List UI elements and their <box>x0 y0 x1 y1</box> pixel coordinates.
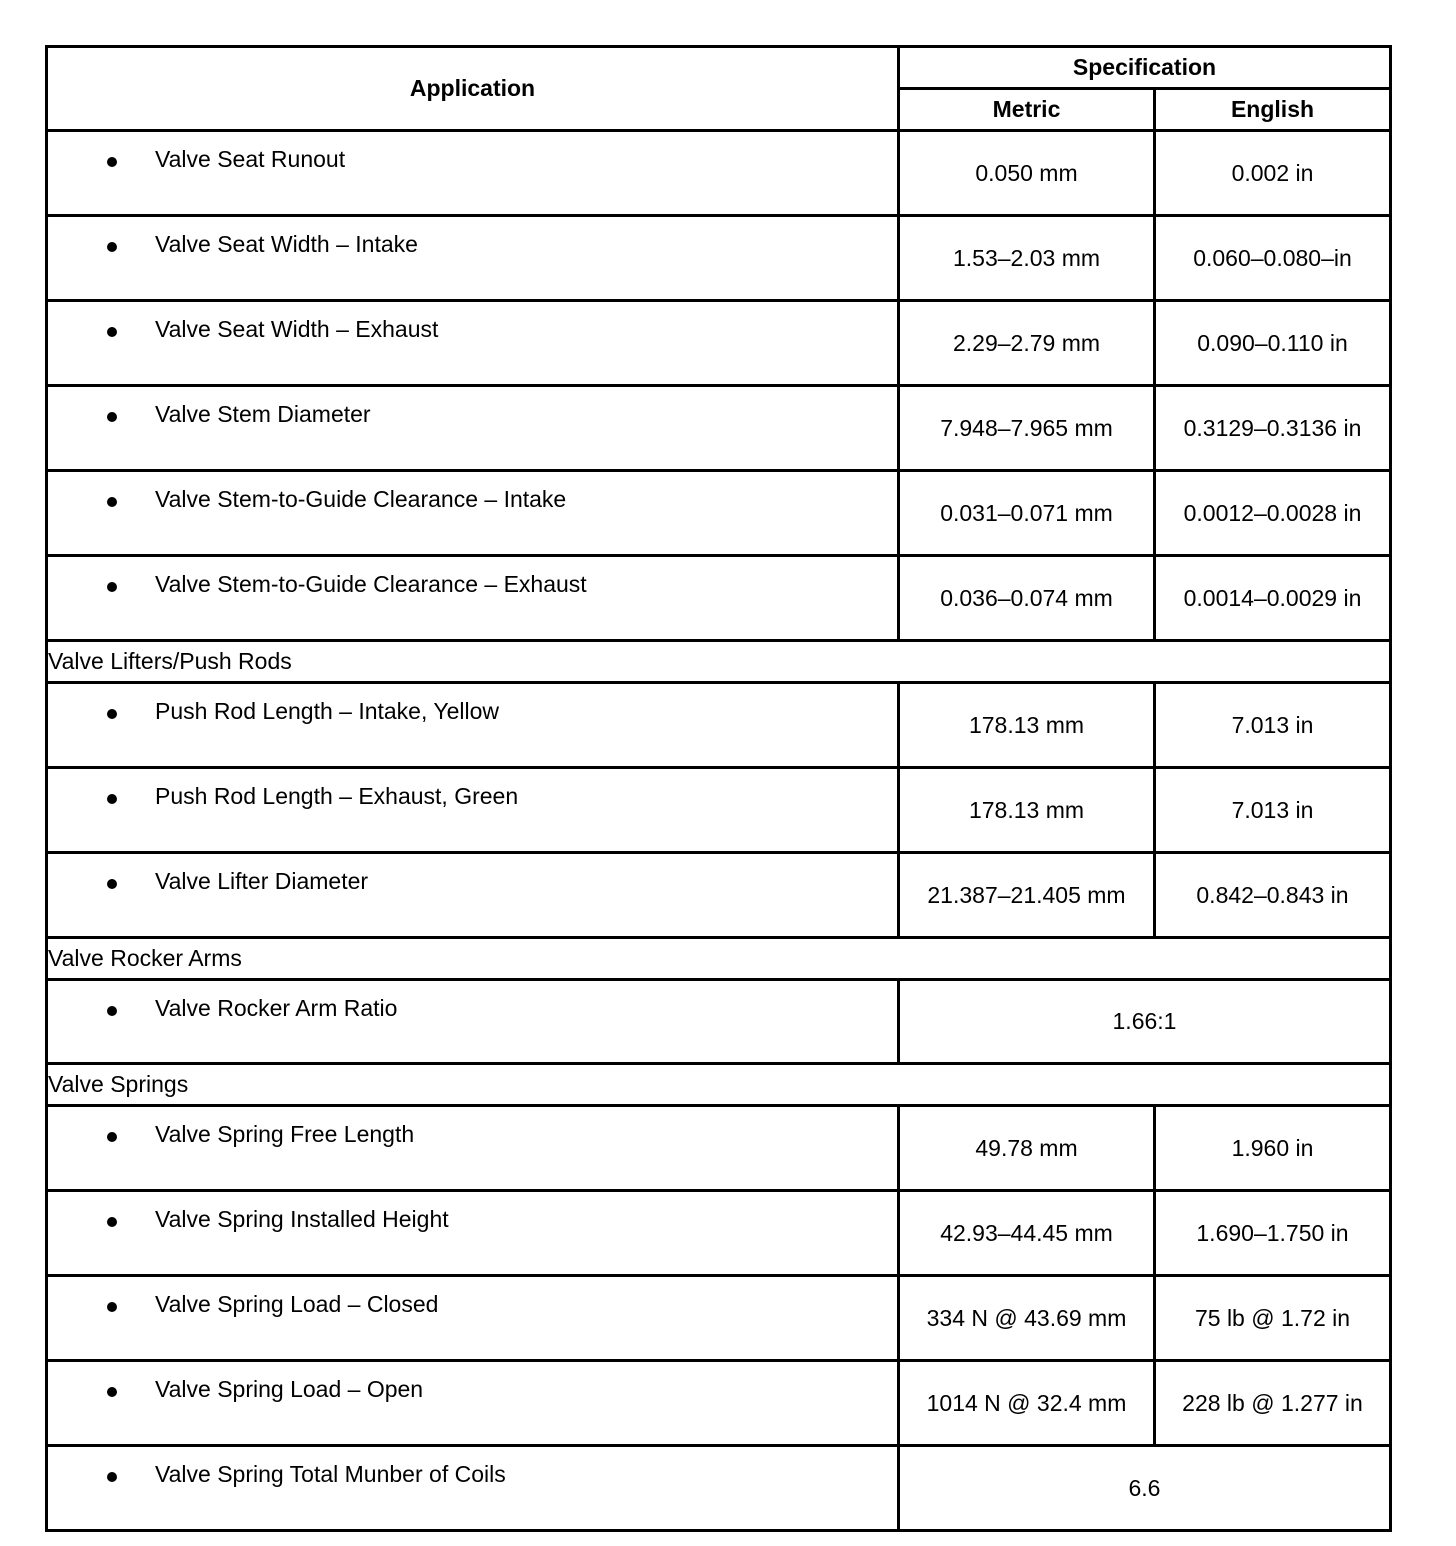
table-row <box>47 1276 1391 1361</box>
bullet-icon <box>48 1121 155 1148</box>
metric-value: 334 N @ 43.69 mm <box>899 1276 1155 1361</box>
bullet-icon <box>48 231 155 258</box>
english-value: 1.690–1.750 in <box>1155 1191 1391 1276</box>
table-row <box>47 471 1391 556</box>
metric-value: 1.53–2.03 mm <box>899 216 1155 301</box>
table-row <box>47 1361 1391 1446</box>
metric-value: 178.13 mm <box>899 683 1155 768</box>
bullet-icon <box>48 1206 155 1233</box>
metric-value: 178.13 mm <box>899 768 1155 853</box>
metric-value: 0.036–0.074 mm <box>899 556 1155 641</box>
bullet-icon <box>48 698 155 725</box>
row-label: Valve Stem Diameter <box>155 401 371 427</box>
combined-value: 1.66:1 <box>899 980 1391 1064</box>
table-row <box>47 683 1391 768</box>
combined-value: 6.6 <box>899 1446 1391 1531</box>
bullet-icon <box>48 868 155 895</box>
section-title-rocker: Valve Rocker Arms <box>47 938 1391 980</box>
english-value: 7.013 in <box>1155 768 1391 853</box>
english-value: 0.060–0.080–in <box>1155 216 1391 301</box>
row-label: Valve Seat Runout <box>155 146 346 172</box>
table-row <box>47 980 1391 1064</box>
bullet-icon <box>48 1461 155 1488</box>
bullet-icon <box>48 316 155 343</box>
specification-header: Specification <box>899 47 1391 89</box>
row-label: Valve Rocker Arm Ratio <box>155 995 398 1021</box>
bullet-icon <box>48 783 155 810</box>
specification-table <box>45 45 1392 1532</box>
metric-value: 0.031–0.071 mm <box>899 471 1155 556</box>
row-label: Valve Lifter Diameter <box>155 868 369 894</box>
metric-header: Metric <box>899 89 1155 131</box>
bullet-icon <box>48 401 155 428</box>
row-label: Valve Spring Free Length <box>155 1121 415 1147</box>
english-header: English <box>1155 89 1391 131</box>
section-row <box>47 641 1391 683</box>
table-row <box>47 1191 1391 1276</box>
header-row <box>47 47 1391 89</box>
row-label: Valve Spring Load – Closed <box>155 1291 439 1317</box>
english-value: 1.960 in <box>1155 1106 1391 1191</box>
english-value: 0.090–0.110 in <box>1155 301 1391 386</box>
section-row <box>47 938 1391 980</box>
row-label: Valve Stem-to-Guide Clearance – Exhaust <box>155 571 587 597</box>
row-label: Valve Spring Total Munber of Coils <box>155 1461 506 1487</box>
english-value: 228 lb @ 1.277 in <box>1155 1361 1391 1446</box>
metric-value: 49.78 mm <box>899 1106 1155 1191</box>
table-row <box>47 556 1391 641</box>
english-value: 0.0012–0.0028 in <box>1155 471 1391 556</box>
metric-value: 42.93–44.45 mm <box>899 1191 1155 1276</box>
section-title-springs: Valve Springs <box>47 1064 1391 1106</box>
row-label: Valve Spring Load – Open <box>155 1376 424 1402</box>
bullet-icon <box>48 486 155 513</box>
bullet-icon <box>48 571 155 598</box>
section-row <box>47 1064 1391 1106</box>
bullet-icon <box>48 1376 155 1403</box>
english-value: 75 lb @ 1.72 in <box>1155 1276 1391 1361</box>
bullet-icon <box>48 995 155 1022</box>
table-row <box>47 301 1391 386</box>
section-title-lifters: Valve Lifters/Push Rods <box>47 641 1391 683</box>
english-value: 7.013 in <box>1155 683 1391 768</box>
row-label: Push Rod Length – Exhaust, Green <box>155 783 519 809</box>
bullet-icon <box>48 1291 155 1318</box>
english-value: 0.002 in <box>1155 131 1391 216</box>
table-row <box>47 853 1391 938</box>
table-row <box>47 768 1391 853</box>
table-row <box>47 216 1391 301</box>
english-value: 0.842–0.843 in <box>1155 853 1391 938</box>
english-value: 0.3129–0.3136 in <box>1155 386 1391 471</box>
application-header: Application <box>47 47 899 131</box>
metric-value: 1014 N @ 32.4 mm <box>899 1361 1155 1446</box>
row-label: Push Rod Length – Intake, Yellow <box>155 698 499 724</box>
row-label: Valve Stem-to-Guide Clearance – Intake <box>155 486 567 512</box>
table-row <box>47 1106 1391 1191</box>
english-value: 0.0014–0.0029 in <box>1155 556 1391 641</box>
metric-value: 21.387–21.405 mm <box>899 853 1155 938</box>
metric-value: 0.050 mm <box>899 131 1155 216</box>
table-row <box>47 386 1391 471</box>
bullet-icon <box>48 146 155 173</box>
row-label: Valve Spring Installed Height <box>155 1206 449 1232</box>
metric-value: 2.29–2.79 mm <box>899 301 1155 386</box>
row-label: Valve Seat Width – Intake <box>155 231 418 257</box>
metric-value: 7.948–7.965 mm <box>899 386 1155 471</box>
table-row <box>47 131 1391 216</box>
row-label: Valve Seat Width – Exhaust <box>155 316 439 342</box>
table-row <box>47 1446 1391 1531</box>
